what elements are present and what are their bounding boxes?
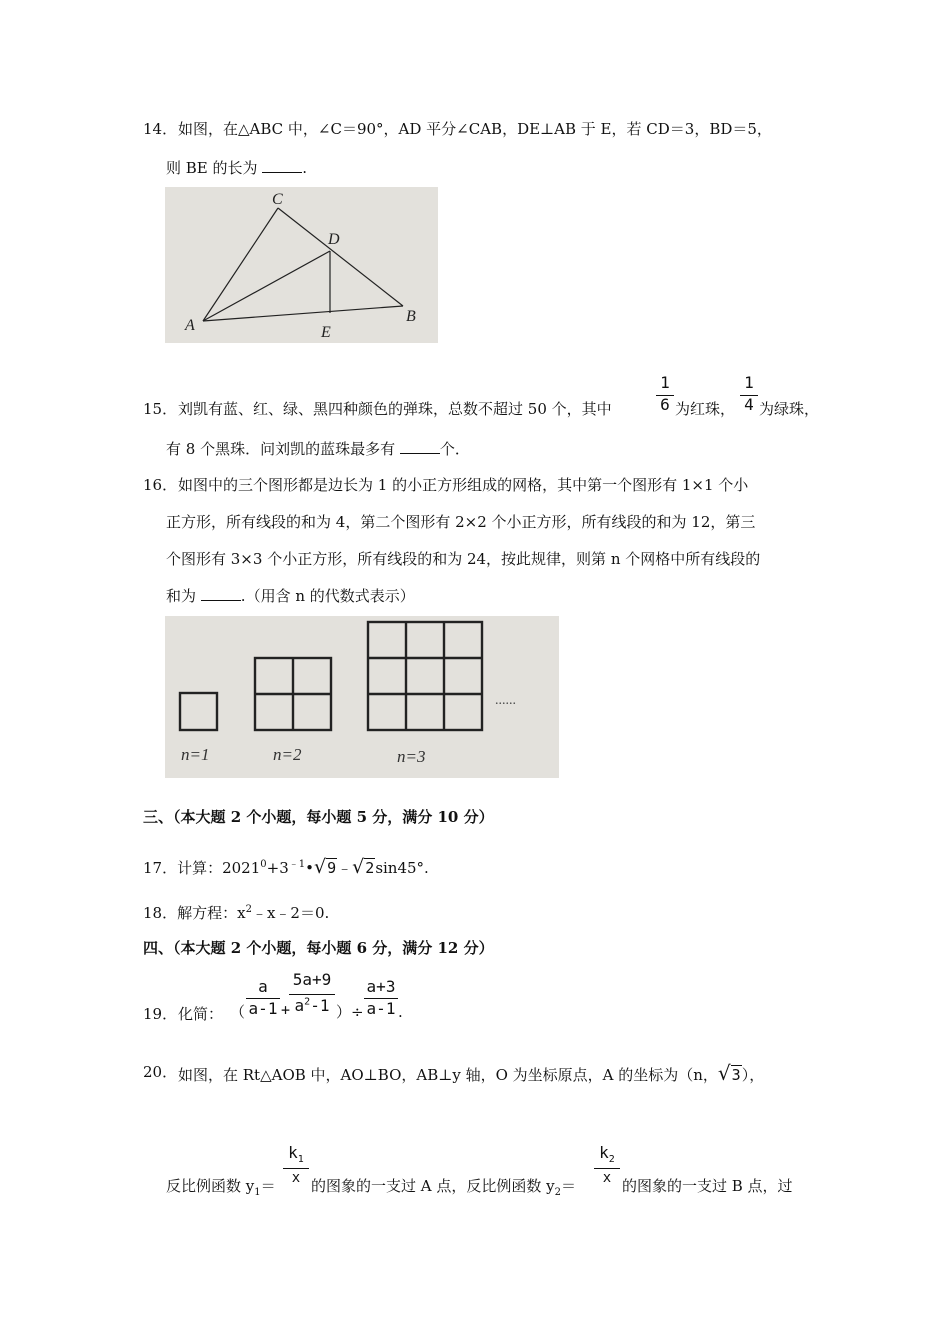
q20-radicand-3: 3: [731, 1066, 741, 1084]
q20-line2-b: [311, 1175, 576, 1198]
q15-frac1-num: 1: [660, 373, 670, 392]
q20-k1: [283, 1143, 309, 1165]
q20-y2-sub: 2: [554, 1187, 561, 1198]
q14-line2: [166, 157, 307, 178]
q15-frac2-num: 1: [744, 373, 754, 392]
q20-line1: [178, 1061, 764, 1085]
q17-radicand-2: 2: [365, 859, 375, 877]
q20-x2: x: [602, 1170, 612, 1186]
q14-triangle-figure: [165, 187, 438, 343]
q20-line2-text-a: 反比例函数 y: [166, 1177, 255, 1195]
q15-line1a: 刘凯有蓝、红、绿、黑四种颜色的弹珠，总数不超过 50 个，其中: [178, 400, 612, 418]
q20-k2-sub: 2: [608, 1154, 615, 1166]
q14-line2-text: 则 BE 的长为: [166, 159, 258, 177]
q16-line1: 如图中的三个图形都是边长为 1 的小正方形组成的网格，其中第一个图形有 1×1 个小: [178, 476, 749, 494]
q20-number: 20．: [143, 1063, 178, 1081]
q14-line1: 如图，在△ABC 中，∠C＝90°，AD 平分∠CAB，DE⊥AB 于 E，若 CD＝3，BD＝5，: [178, 120, 772, 138]
sqrt-symbol-icon: √: [352, 856, 365, 878]
q19-f3-den: a-1: [366, 999, 396, 1018]
sqrt-symbol-icon: √: [717, 1061, 731, 1085]
q19-f2-den-sup: 2: [304, 996, 311, 1008]
q19-label: 化简：: [178, 1005, 224, 1023]
q20-eq1: ＝: [260, 1177, 276, 1195]
q20-line1-end: ），: [741, 1066, 765, 1084]
sqrt-symbol-icon: √: [314, 856, 327, 878]
label-n2: n=2: [273, 745, 302, 764]
q17-number: 17．: [143, 859, 178, 877]
q20-line2-a: [166, 1175, 276, 1198]
q16-line2: 正方形，所有线段的和为 4，第二个图形有 2×2 个小正方形，所有线段的和为 12，第三: [166, 513, 756, 531]
label-d: D: [328, 231, 340, 248]
q17-radicand-9: 9: [327, 859, 337, 877]
q20-line1-text: 如图，在 Rt△AOB 中，AO⊥BO，AB⊥y 轴，O 为坐标原点，A 的坐标为（n，: [178, 1066, 718, 1084]
q19-end: .: [398, 1003, 403, 1021]
q19-f1-den: a-1: [248, 999, 278, 1018]
q20-x1: x: [291, 1170, 301, 1186]
label-n1: n=1: [181, 745, 210, 764]
q17-text-b: +3: [266, 859, 289, 877]
q17-sup0: 0: [260, 859, 267, 870]
q19-f3-num: a+3: [366, 977, 396, 996]
q14-line2-end: .: [302, 159, 308, 177]
q20-k2-k: k: [599, 1143, 609, 1162]
continuation-dots: ......: [495, 693, 516, 708]
q17-sup1: ﹣1: [288, 859, 306, 870]
q19-close: ）÷: [336, 1003, 364, 1021]
triangle-diagram: [165, 187, 438, 343]
q18: [143, 902, 329, 923]
q20-line2-c: 的图象的一支过 B 点，过: [622, 1177, 793, 1195]
q14-number: 14．: [143, 120, 178, 138]
q16-number: 16．: [143, 476, 178, 494]
q18-number: 18．: [143, 904, 178, 922]
q15-line2: [166, 438, 470, 459]
grid-2x2: [255, 658, 331, 730]
q16-line4-text: 和为: [166, 587, 197, 605]
q20-f1-bar: [283, 1168, 309, 1169]
q19-f2-den-a: a: [294, 996, 305, 1015]
label-n3: n=3: [397, 747, 426, 766]
q19-open-paren: （: [230, 1003, 246, 1021]
q15-number: 15．: [143, 400, 178, 418]
q16-grid-figure: [165, 616, 559, 778]
section-3-heading: 三、（本大题 2 个小题，每小题 5 分，满分 10 分）: [143, 808, 494, 826]
q15-line1b: 为红珠，: [675, 400, 736, 418]
q16-line3: 个图形有 3×3 个小正方形，所有线段的和为 24，按此规律，则第 n 个网格中所有线段的: [166, 550, 761, 568]
label-e: E: [321, 324, 331, 341]
q17-text-c: •: [305, 859, 315, 877]
q17-text-d: ﹣: [337, 859, 353, 877]
q15-line1c: 为绿珠，: [759, 400, 820, 418]
q19-f2-num: 5a+9: [292, 970, 332, 989]
q15-line2-end: 个．: [439, 440, 470, 458]
q20-k1-k: k: [288, 1143, 298, 1162]
grid-3x3: [368, 622, 482, 730]
grid-1x1: [180, 693, 217, 730]
q17-text-a: 计算：2021: [177, 859, 261, 877]
label-a: A: [185, 317, 195, 334]
q19-number: 19．: [143, 1005, 178, 1023]
q20-line2-text-b: 的图象的一支过 A 点，反比例函数 y: [311, 1177, 555, 1195]
q19-f2-den: [289, 996, 335, 1015]
grid-diagram: [165, 616, 559, 778]
q15-answer-blank: [400, 441, 440, 454]
q19-f2-den-b: -1: [310, 996, 330, 1015]
q15-line2-text: 有 8 个黑珠．问刘凯的蓝珠最多有: [166, 440, 396, 458]
q14-answer-blank: [262, 160, 302, 173]
q20-f2-bar: [594, 1168, 620, 1169]
q16-line4-end: .（用含 n 的代数式表示）: [240, 587, 415, 605]
q20-eq2: ＝: [561, 1177, 577, 1195]
q16-line4: [166, 585, 415, 606]
q19-f2-bar: [289, 994, 335, 995]
q19-f1-num: a: [258, 977, 268, 996]
label-b: B: [406, 308, 416, 325]
q15-frac2-den: 4: [744, 395, 754, 414]
q15-frac1-den: 6: [660, 395, 670, 414]
q20-y1-sub: 1: [254, 1187, 261, 1198]
q17: [143, 855, 429, 878]
q18-text-b: ﹣x﹣2＝0.: [251, 904, 330, 922]
q20-k1-sub: 1: [297, 1154, 304, 1166]
section-4-heading: 四、（本大题 2 个小题，每小题 6 分，满分 12 分）: [143, 939, 494, 957]
q17-text-e: sin45°.: [375, 859, 429, 877]
q16-answer-blank: [201, 588, 241, 601]
q20-k2: [594, 1143, 620, 1165]
q19-plus: +: [281, 1001, 291, 1019]
q18-text-a: 解方程：x: [177, 904, 246, 922]
q18-sup: 2: [245, 904, 252, 915]
label-c: C: [272, 191, 283, 208]
